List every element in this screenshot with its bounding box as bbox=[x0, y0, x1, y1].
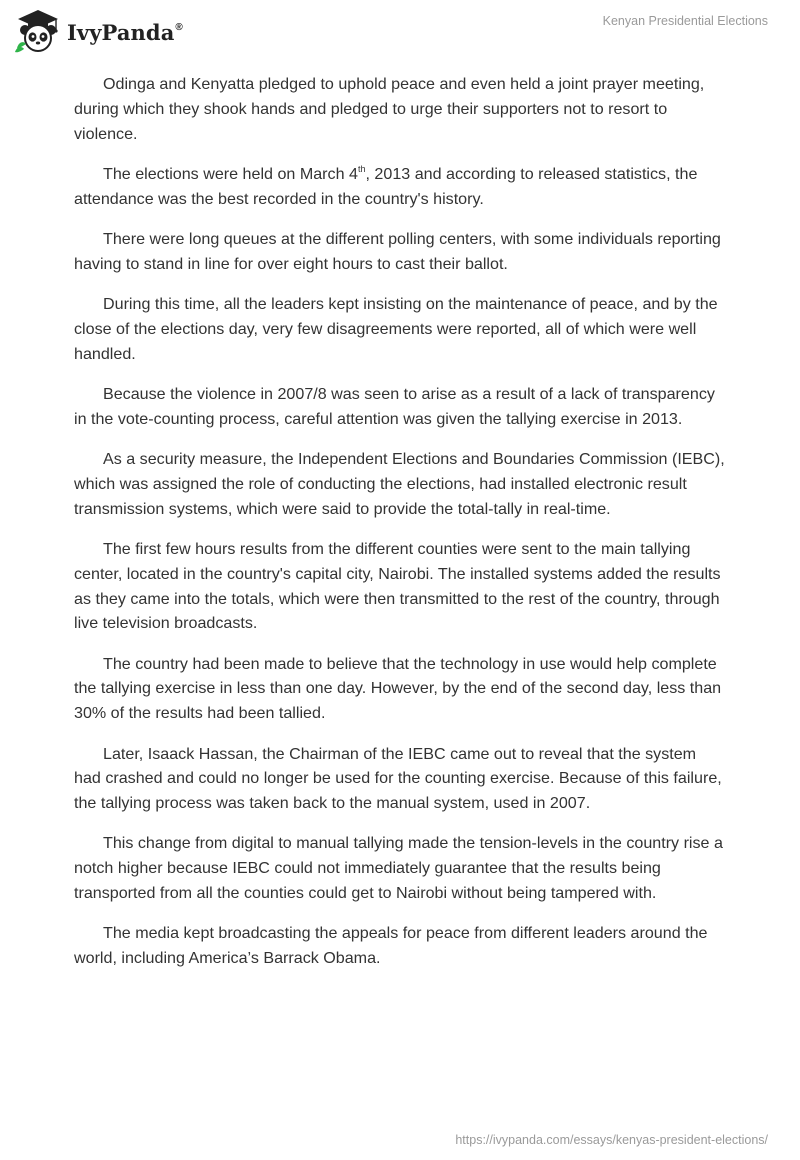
essay-body bbox=[74, 72, 726, 986]
paragraph-11: The media kept broadcasting the appeals for peace from different leaders around the world, including America’s Barrack Obama. bbox=[74, 924, 708, 968]
brand-logo[interactable] bbox=[14, 8, 183, 54]
paragraph-1: Odinga and Kenyatta pledged to uphold peace and even held a joint prayer meeting, during which they shook hands and pledged to urge their supporters not to resort to violence. bbox=[74, 75, 705, 143]
registered-mark: ® bbox=[175, 21, 183, 33]
page-header bbox=[0, 0, 800, 62]
panda-logo-icon bbox=[14, 8, 62, 54]
paragraph-9: Later, Isaack Hassan, the Chairman of the IEBC came out to reveal that the system had crashed and could no longer be used for the counting exercise. Because of this failure, the tallying process was taken back to the manual system, used in 2007. bbox=[74, 744, 722, 813]
paragraph-5: Because the violence in 2007/8 was seen to arise as a result of a lack of transparency in the vote-counting process, careful attention was given the tallying exercise in 2013. bbox=[74, 384, 715, 428]
paragraph-8: The country had been made to believe that the technology in use would help complete the tallying exercise in less than one day. However, by the end of the second day, less than 30% of the results had been tallied. bbox=[74, 654, 722, 723]
brand-name bbox=[67, 20, 183, 45]
paragraph-2 bbox=[74, 162, 726, 212]
brand-name-text: IvyPanda bbox=[67, 19, 175, 45]
source-url[interactable]: https://ivypanda.com/essays/kenyas-president-elections/ bbox=[455, 1133, 768, 1147]
paragraph-10: This change from digital to manual tallying made the tension-levels in the country rise a notch higher because IEBC could not immediately guarantee that the results being transported from all the counties could get to Nairobi without being tampered with. bbox=[74, 834, 723, 903]
paragraph-3: There were long queues at the different polling centers, with some individuals reporting having to stand in line for over eight hours to cast their ballot. bbox=[74, 229, 721, 273]
ordinal-suffix: th bbox=[357, 163, 366, 174]
paragraph-4: During this time, all the leaders kept insisting on the maintenance of peace, and by the close of the elections day, very few disagreements were reported, all of which were well handled. bbox=[74, 295, 718, 363]
paragraph-7: The first few hours results from the different counties were sent to the main tallying center, located in the country's capital city, Nairobi. The installed systems added the results as they came into the totals, which were then transmitted to the rest of the country, through live television broadcasts. bbox=[74, 539, 721, 633]
paragraph-2-end: , 2013 and according to released statistics, the attendance was the best recorded in the country's history. bbox=[74, 164, 698, 208]
paragraph-6: As a security measure, the Independent Elections and Boundaries Commission (IEBC), which was assigned the role of conducting the elections, had installed electronic result transmission systems, which were said to provide the total-tally in real-time. bbox=[74, 450, 725, 518]
paragraph-2-start: The elections were held on March 4 bbox=[103, 164, 358, 183]
document-title: Kenyan Presidential Elections bbox=[602, 14, 768, 28]
